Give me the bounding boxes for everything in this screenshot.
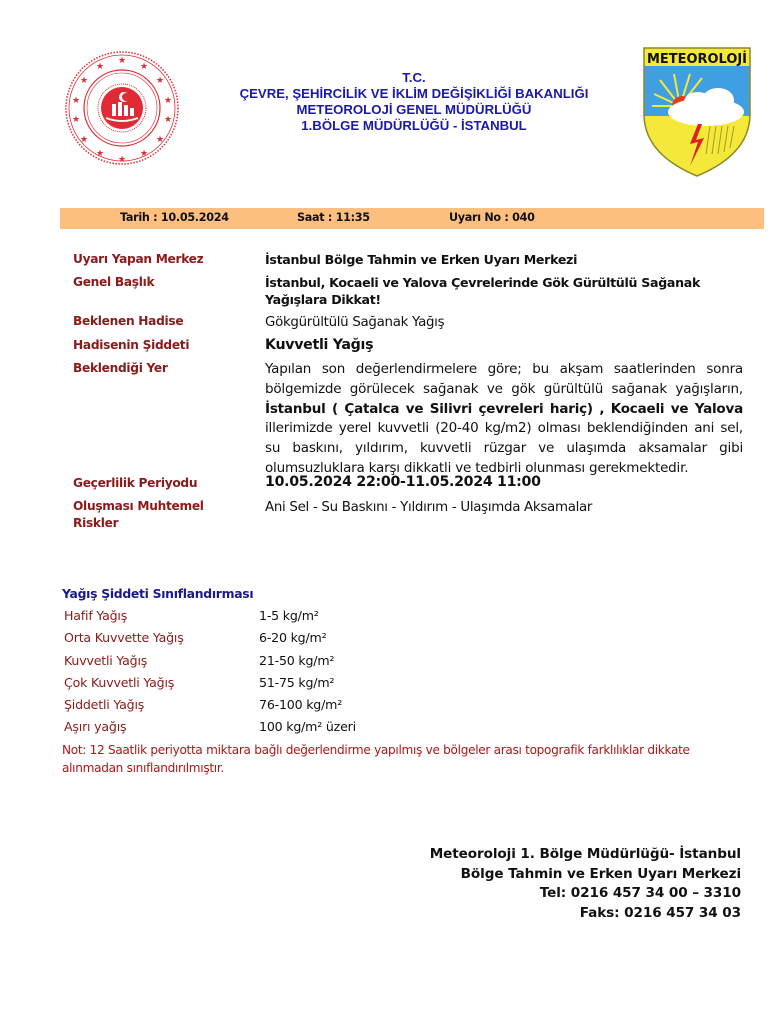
header-title: [200, 70, 628, 134]
classification-value: 1-5 kg/m²: [259, 608, 319, 623]
svg-text:★: ★: [163, 96, 173, 106]
classification-name: Orta Kuvvette Yağış: [64, 630, 184, 645]
classification-value: 21-50 kg/m²: [259, 653, 335, 668]
svg-text:★: ★: [155, 76, 165, 86]
svg-text:★: ★: [163, 115, 173, 125]
place-text-bold: İstanbul ( Çatalca ve Silivri çevreleri hariç) , Kocaeli ve Yalova: [265, 400, 743, 417]
value-general-title-line2: Yağışlara Dikkat!: [265, 292, 381, 307]
value-warning-center: İstanbul Bölge Tahmin ve Erken Uyarı Merkezi: [265, 252, 578, 267]
classification-value: 51-75 kg/m²: [259, 675, 335, 690]
classification-row: [64, 608, 464, 630]
classification-row: [64, 719, 464, 741]
label-expected-event: Beklenen Hadise: [73, 314, 184, 328]
label-validity-period: Geçerlilik Periyodu: [73, 476, 198, 490]
warning-date: Tarih : 10.05.2024: [120, 211, 229, 224]
svg-text:★: ★: [79, 135, 89, 145]
svg-text:★: ★: [71, 115, 81, 125]
place-text-2: illerimizde yerel kuvvetli (20-40 kg/m2) olması beklendiğinden ani sel, su baskını, yıldırım, kuvvetli rüzgar ve ulaşımda aksamalar gibi olumsuzluklara karşı dikkatli ve tedbirli olunması gerekmektedir.: [265, 420, 743, 476]
label-event-severity: Hadisenin Şiddeti: [73, 338, 190, 352]
value-validity-period: 10.05.2024 22:00-11.05.2024 11:00: [265, 474, 541, 490]
classification-name: Çok Kuvvetli Yağış: [64, 675, 175, 690]
warning-info-bar: [60, 208, 764, 229]
header-line-tc: T.C.: [402, 70, 426, 85]
svg-text:★: ★: [95, 62, 105, 72]
svg-text:★: ★: [71, 96, 81, 106]
header-line-general-directorate: METEOROLOJİ GENEL MÜDÜRLÜĞÜ: [296, 102, 532, 117]
classification-value: 100 kg/m² üzeri: [259, 719, 356, 734]
svg-text:★: ★: [139, 149, 149, 159]
classification-row: [64, 675, 464, 697]
classification-title: Yağış Şiddeti Sınıflandırması: [62, 586, 254, 601]
footer-contact: [400, 845, 741, 923]
seal-icon: [64, 50, 180, 166]
warning-number: Uyarı No : 040: [449, 211, 535, 224]
svg-text:★: ★: [117, 56, 127, 66]
classification-name: Şiddetli Yağış: [64, 697, 145, 712]
value-event-severity: Kuvvetli Yağış: [265, 337, 374, 353]
label-general-title: Genel Başlık: [73, 275, 155, 289]
classification-value: 76-100 kg/m²: [259, 697, 343, 712]
label-possible-risks-line1: Oluşması Muhtemel: [73, 499, 204, 513]
label-possible-risks-line2: Riskler: [73, 516, 119, 530]
value-expected-event: Gökgürültülü Sağanak Yağış: [265, 315, 445, 330]
ministry-seal-logo: [64, 50, 180, 166]
footer-phone: Tel: 0216 457 34 00 – 3310: [539, 885, 741, 901]
footer-center: Bölge Tahmin ve Erken Uyarı Merkezi: [460, 865, 741, 882]
footer-directorate: Meteoroloji 1. Bölge Müdürlüğü- İstanbul: [429, 846, 741, 862]
classification-row: [64, 653, 464, 675]
label-warning-center: Uyarı Yapan Merkez: [73, 252, 204, 266]
value-expected-place: [265, 360, 743, 479]
header-line-regional-directorate: 1.BÖLGE MÜDÜRLÜĞÜ - İSTANBUL: [301, 118, 527, 133]
classification-row: [64, 630, 464, 652]
warning-time: Saat : 11:35: [297, 211, 370, 224]
classification-name: Hafif Yağış: [64, 608, 128, 623]
svg-text:★: ★: [95, 149, 105, 159]
svg-text:★: ★: [79, 76, 89, 86]
classification-note: Not: 12 Saatlik periyotta miktara bağlı değerlendirme yapılmış ve bölgeler arası topografik farklılıklar dikkate alınmadan sınıflandırılmıştır.: [62, 743, 690, 775]
classification-row: [64, 697, 464, 719]
meteoroloji-logo: [640, 44, 754, 178]
svg-text:★: ★: [117, 155, 127, 165]
classification-name: Kuvvetli Yağış: [64, 653, 148, 668]
value-possible-risks: Ani Sel - Su Baskını - Yıldırım - Ulaşımda Aksamalar: [265, 500, 593, 515]
classification-value: 6-20 kg/m²: [259, 630, 327, 645]
classification-name: Aşırı yağış: [64, 719, 127, 734]
meteoroloji-shield-icon: [640, 44, 754, 178]
svg-text:METEOROLOJİ: METEOROLOJİ: [647, 51, 752, 67]
svg-text:★: ★: [155, 135, 165, 145]
footer-fax: Faks: 0216 457 34 03: [579, 904, 741, 921]
header-line-ministry: ÇEVRE, ŞEHİRCİLİK VE İKLİM DEĞİŞİKLİĞİ BAKANLIĞI: [239, 86, 589, 101]
svg-text:★: ★: [139, 62, 149, 72]
value-general-title-line1: İstanbul, Kocaeli ve Yalova Çevrelerinde Gök Gürültülü Sağanak: [265, 275, 701, 290]
label-expected-place: Beklendiği Yer: [73, 361, 168, 375]
place-text-1: Yapılan son değerlendirmelere göre; bu akşam saatlerinden sonra bölgemizde görülecek sağanak ve gök gürültülü sağanak yağışların,: [265, 361, 743, 397]
